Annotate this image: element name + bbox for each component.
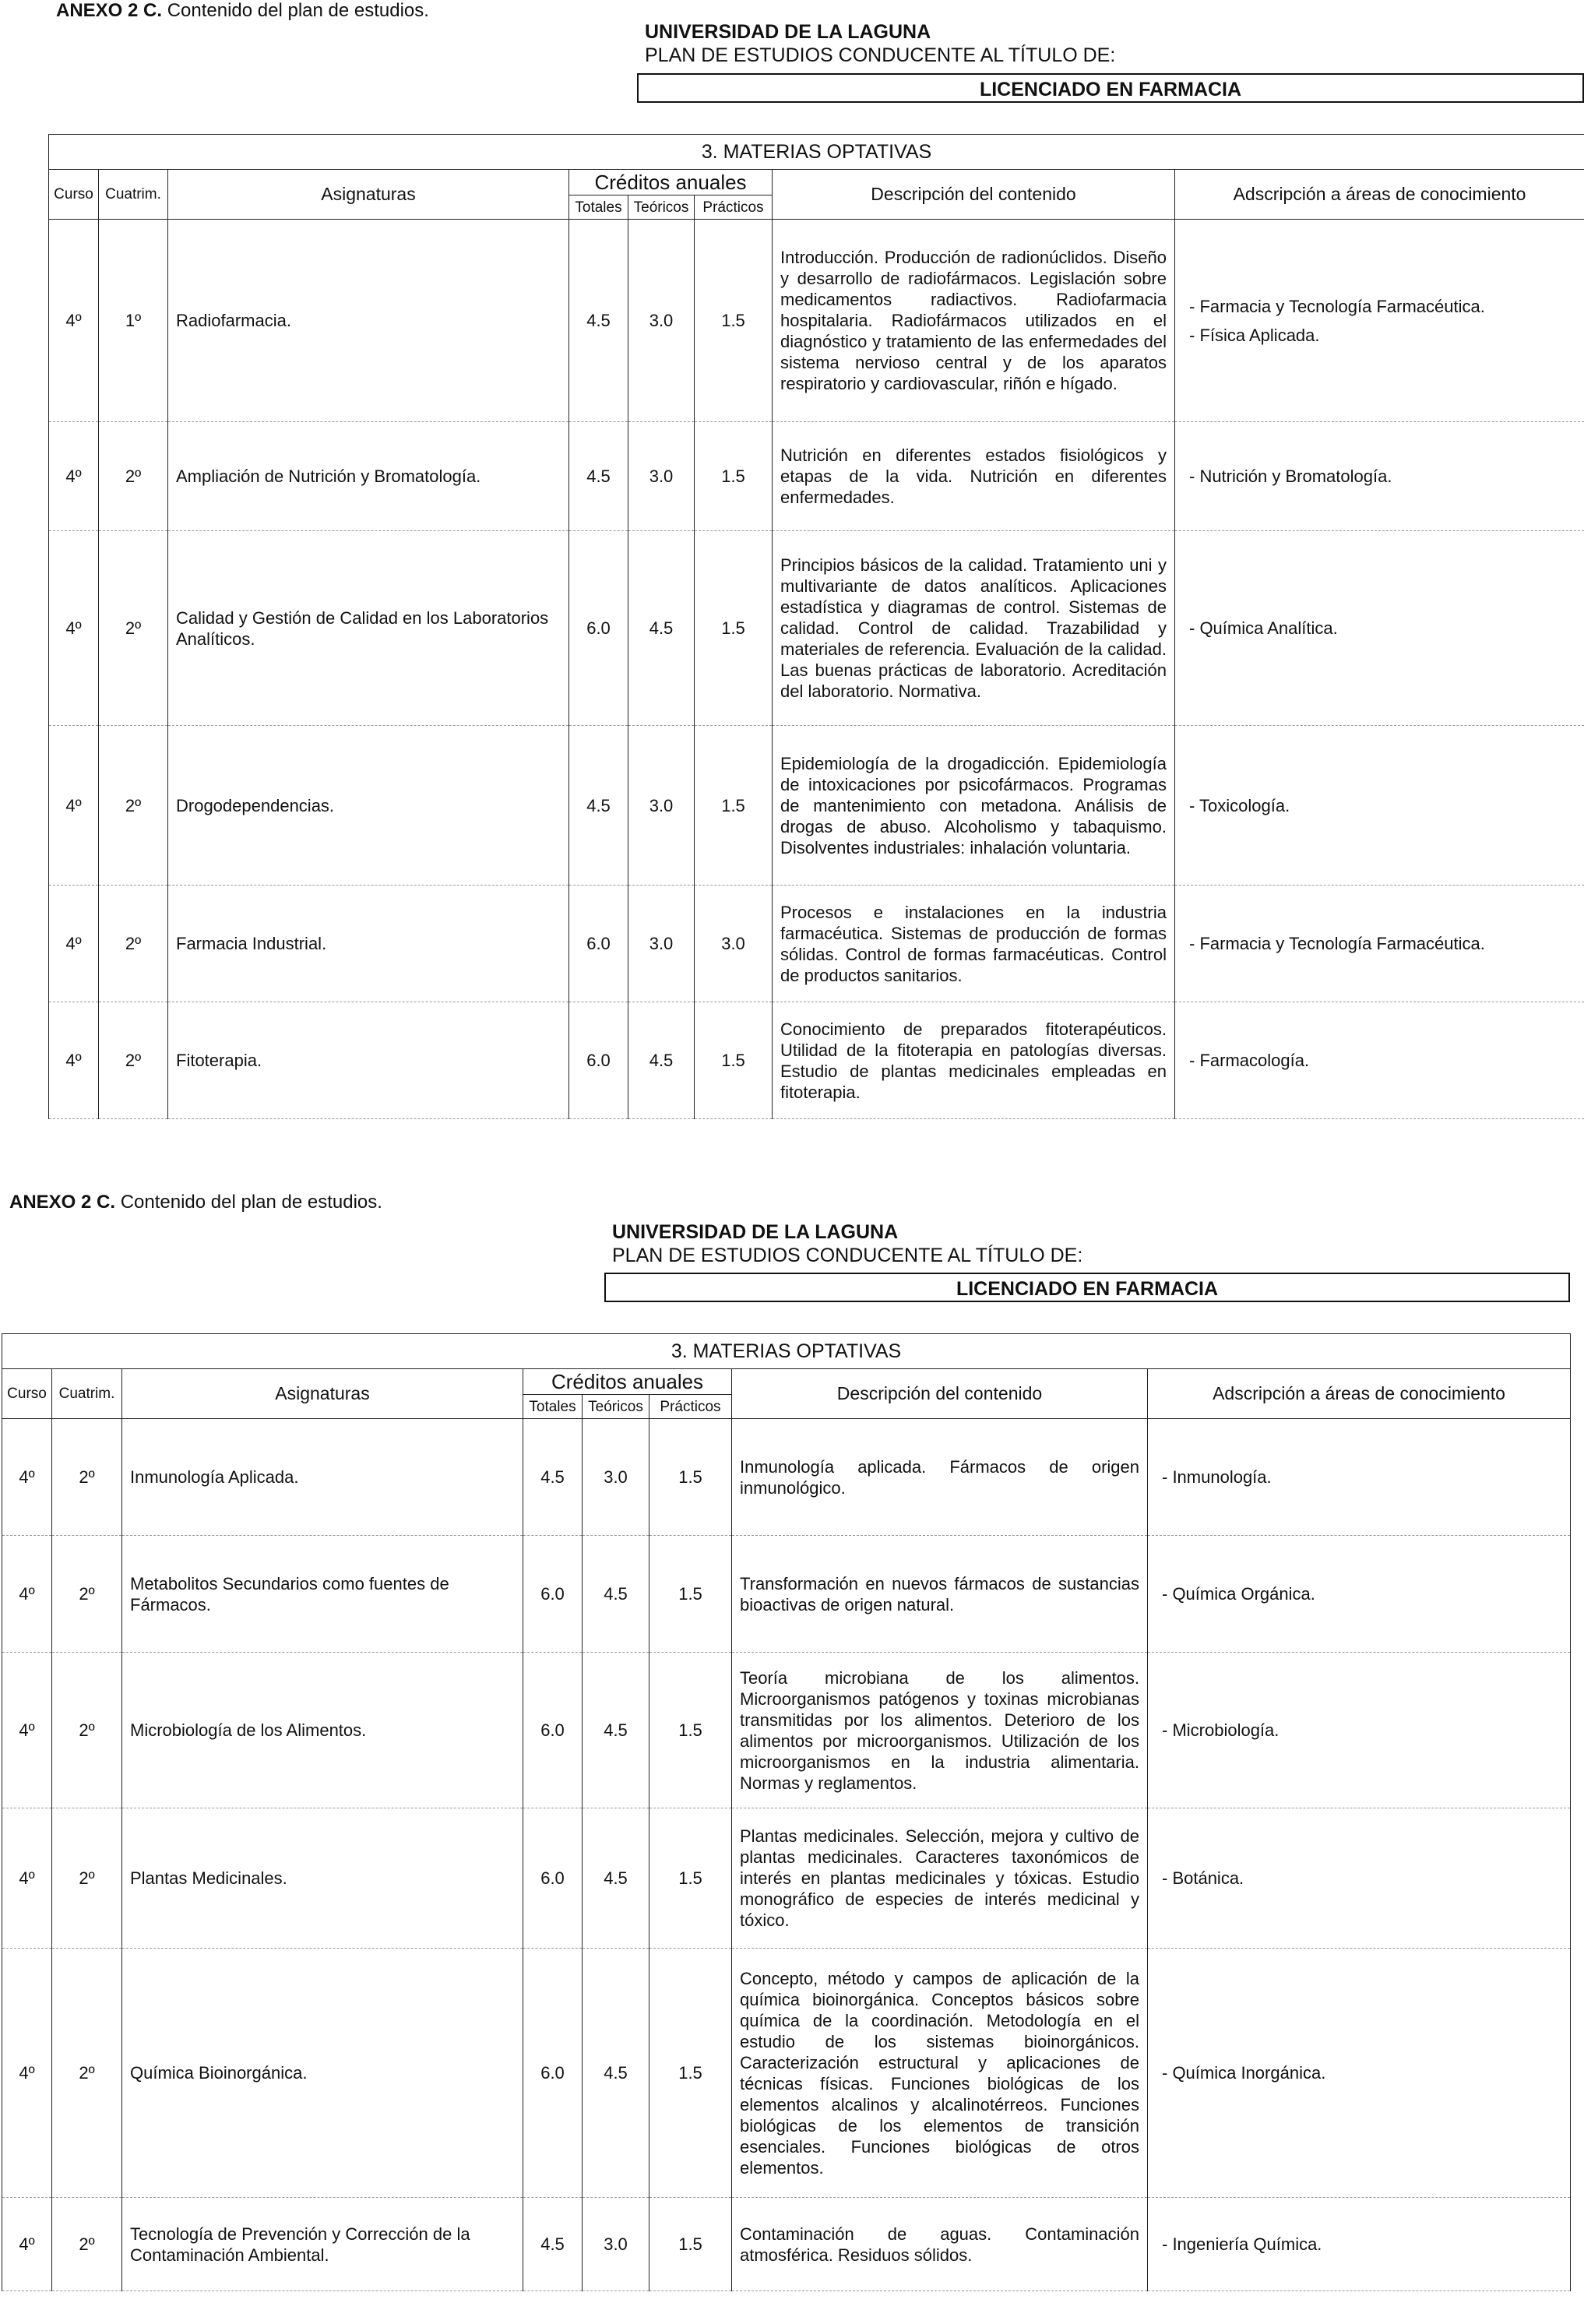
area-item: - Farmacología. [1189,1051,1310,1070]
cell-curso: 4º [49,726,99,886]
table-row [2,1536,1571,1653]
cell-practicos: 1.5 [649,1808,732,1949]
cell-areas [1148,1653,1571,1808]
table-row [49,1002,1584,1119]
cell-descripcion: Procesos e instalaciones en la industria farmacéutica. Sistemas de producción de formas sólidas. Control de formas farmacéuticas. Control de productos sanitarios. [773,886,1175,1002]
area-item: - Química Analítica. [1189,618,1338,638]
area-item: - Inmunología. [1162,1467,1272,1487]
cell-practicos: 1.5 [649,1536,732,1653]
cell-descripcion: Concepto, método y campos de aplicación de la química bioinorgánica. Conceptos básicos sobre química de la coordinación. Metodología en el estudio de los sistemas bioinorgánicos. Caracterización estructural y aplicaciones de técnicas físicas. Funciones biológicas de los elementos alcalinos y alcalinotérreos. Funciones biológicas de los elementos de transición esenciales. Funciones biológicas de otros elementos. [732,1949,1148,2198]
cell-asignatura: Metabolitos Secundarios como fuentes de Fármacos. [122,1536,523,1653]
university-name: UNIVERSIDAD DE LA LAGUNA [645,21,931,43]
cell-practicos: 1.5 [695,220,773,422]
col-practicos: Prácticos [695,195,773,220]
cell-asignatura: Ampliación de Nutrición y Bromatología. [168,422,569,531]
cell-areas [1148,1419,1571,1536]
table-row [49,726,1584,886]
cell-practicos: 1.5 [695,422,773,531]
cell-descripcion: Introducción. Producción de radionúclidos. Diseño y desarrollo de radiofármacos. Legislación sobre medicamentos radiactivos. Radiofarmacia hospitalaria. Radiofármacos utilizados en el diagnóstico y tratamiento de las enfermedades del sistema nervioso central y de los aparatos respiratorio y cardiovascular, riñón e hígado. [773,220,1175,422]
col-adscripcion: Adscripción a áreas de conocimiento [1148,1369,1571,1419]
col-curso: Curso [2,1369,52,1419]
table-row [2,1808,1571,1949]
cell-practicos: 3.0 [695,886,773,1002]
area-item: - Ingeniería Química. [1162,2234,1322,2254]
cell-areas [1175,220,1584,422]
cell-descripcion: Plantas medicinales. Selección, mejora y cultivo de plantas medicinales. Caracteres taxonómicos de interés en plantas medicinales y tóxicas. Estudio monográfico de especies de interés medicinal y tóxico. [732,1808,1148,1949]
cell-cuatrim: 2º [99,726,168,886]
cell-cuatrim: 1º [99,220,168,422]
cell-teoricos: 3.0 [583,1419,649,1536]
cell-areas [1148,1808,1571,1949]
cell-cuatrim: 2º [52,2198,122,2291]
degree-title-box: LICENCIADO EN FARMACIA [604,1273,1570,1302]
cell-practicos: 1.5 [649,2198,732,2291]
cell-areas [1148,1536,1571,1653]
cell-teoricos: 4.5 [583,1536,649,1653]
section-title: 3. MATERIAS OPTATIVAS [49,135,1584,170]
cell-descripcion: Nutrición en diferentes estados fisiológicos y etapas de la vida. Nutrición en diferentes enfermedades. [773,422,1175,531]
area-item: - Química Inorgánica. [1162,2063,1326,2083]
table-body [49,220,1584,1119]
col-practicos: Prácticos [649,1395,732,1419]
cell-areas [1175,422,1584,531]
cell-totales: 4.5 [569,726,628,886]
cell-descripcion: Inmunología aplicada. Fármacos de origen inmunológico. [732,1419,1148,1536]
cell-curso: 4º [49,886,99,1002]
col-curso: Curso [49,170,99,220]
table-body [2,1419,1571,2291]
area-item: - Microbiología. [1162,1720,1280,1740]
cell-cuatrim: 2º [52,1419,122,1536]
cell-totales: 4.5 [569,422,628,531]
cell-practicos: 1.5 [695,1002,773,1119]
cell-curso: 4º [2,1536,52,1653]
cell-descripcion: Conocimiento de preparados fitoterapéuticos. Utilidad de la fitoterapia en patologías diversas. Estudio de plantas medicinales empleadas en fitoterapia. [773,1002,1175,1119]
cell-teoricos: 3.0 [583,2198,649,2291]
cell-cuatrim: 2º [52,1949,122,2198]
cell-cuatrim: 2º [99,886,168,1002]
cell-asignatura: Farmacia Industrial. [168,886,569,1002]
cell-areas [1148,2198,1571,2291]
annex-heading: ANEXO 2 C. Contenido del plan de estudios. [9,1192,382,1213]
cell-curso: 4º [2,2198,52,2291]
table-row [49,422,1584,531]
cell-curso: 4º [49,531,99,726]
cell-totales: 6.0 [523,1808,583,1949]
area-item: - Farmacia y Tecnología Farmacéutica. [1189,934,1485,953]
cell-cuatrim: 2º [52,1808,122,1949]
cell-areas [1148,1949,1571,2198]
cell-totales: 6.0 [523,1949,583,2198]
table-row [2,1653,1571,1808]
cell-descripcion: Principios básicos de la calidad. Tratamiento uni y multivariante de datos analíticos. Aplicaciones estadística y diagramas de control. Sistemas de calidad. Control de calidad. Trazabilidad y materiales de referencia. Evaluación de la calidad. Las buenas prácticas de laboratorio. Acreditación del laboratorio. Normativa. [773,531,1175,726]
cell-curso: 4º [2,1653,52,1808]
cell-totales: 6.0 [523,1653,583,1808]
cell-practicos: 1.5 [695,726,773,886]
cell-totales: 4.5 [523,2198,583,2291]
area-item: - Botánica. [1162,1868,1244,1888]
cell-teoricos: 3.0 [628,220,695,422]
cell-teoricos: 3.0 [628,726,695,886]
optional-subjects-table [48,134,1584,1119]
col-creditos: Créditos anuales [523,1369,732,1395]
cell-totales: 6.0 [523,1536,583,1653]
optional-subjects-table [2,1333,1571,2291]
table-row [49,220,1584,422]
annex-heading: ANEXO 2 C. Contenido del plan de estudios. [56,0,429,21]
section-title: 3. MATERIAS OPTATIVAS [2,1334,1571,1369]
table-row [2,1949,1571,2198]
cell-cuatrim: 2º [99,1002,168,1119]
table-row [2,2198,1571,2291]
col-creditos: Créditos anuales [569,170,773,195]
col-teoricos: Teóricos [628,195,695,220]
cell-curso: 4º [49,220,99,422]
col-teoricos: Teóricos [583,1395,649,1419]
cell-descripcion: Contaminación de aguas. Contaminación atmosférica. Residuos sólidos. [732,2198,1148,2291]
cell-practicos: 1.5 [649,1653,732,1808]
page-section-2 [0,1192,1584,2324]
area-item: - Toxicología. [1189,795,1290,815]
cell-teoricos: 4.5 [583,1949,649,2198]
cell-descripcion: Transformación en nuevos fármacos de sustancias bioactivas de origen natural. [732,1536,1148,1653]
cell-totales: 4.5 [569,220,628,422]
cell-teoricos: 4.5 [628,1002,695,1119]
cell-curso: 4º [49,1002,99,1119]
col-totales: Totales [523,1395,583,1419]
area-item: - Física Aplicada. [1189,325,1320,345]
cell-totales: 6.0 [569,1002,628,1119]
cell-asignatura: Radiofarmacia. [168,220,569,422]
cell-teoricos: 4.5 [628,531,695,726]
cell-asignatura: Calidad y Gestión de Calidad en los Laboratorios Analíticos. [168,531,569,726]
cell-asignatura: Microbiología de los Alimentos. [122,1653,523,1808]
cell-totales: 6.0 [569,531,628,726]
area-item: - Química Orgánica. [1162,1584,1315,1604]
cell-totales: 6.0 [569,886,628,1002]
cell-asignatura: Química Bioinorgánica. [122,1949,523,2198]
university-name: UNIVERSIDAD DE LA LAGUNA [612,1221,899,1243]
cell-teoricos: 3.0 [628,422,695,531]
cell-curso: 4º [49,422,99,531]
plan-line: PLAN DE ESTUDIOS CONDUCENTE AL TÍTULO DE: [612,1245,1083,1266]
cell-areas [1175,1002,1584,1119]
area-item: - Farmacia y Tecnología Farmacéutica. [1189,296,1485,316]
cell-cuatrim: 2º [52,1653,122,1808]
cell-areas [1175,726,1584,886]
cell-descripcion: Teoría microbiana de los alimentos. Microorganismos patógenos y toxinas microbianas transmitidas por los alimentos. Deterioro de los alimentos por microorganismos. Utilización de los microorganismos en la industria alimentaria. Normas y reglamentos. [732,1653,1148,1808]
cell-descripcion: Epidemiología de la drogadicción. Epidemiología de intoxicaciones por psicofármacos. Programas de mantenimiento con metadona. Análisis de drogas de abuso. Alcoholismo y tabaquismo. Disolventes industriales: inhalación voluntaria. [773,726,1175,886]
cell-practicos: 1.5 [649,1949,732,2198]
plan-line: PLAN DE ESTUDIOS CONDUCENTE AL TÍTULO DE: [645,44,1116,66]
col-cuatrim: Cuatrim. [52,1369,122,1419]
cell-cuatrim: 2º [99,531,168,726]
table-row [2,1419,1571,1536]
cell-asignatura: Inmunología Aplicada. [122,1419,523,1536]
cell-curso: 4º [2,1419,52,1536]
cell-cuatrim: 2º [99,422,168,531]
cell-teoricos: 4.5 [583,1808,649,1949]
cell-areas [1175,531,1584,726]
cell-totales: 4.5 [523,1419,583,1536]
cell-cuatrim: 2º [52,1536,122,1653]
cell-practicos: 1.5 [649,1419,732,1536]
area-item: - Nutrición y Bromatología. [1189,467,1392,486]
col-totales: Totales [569,195,628,220]
cell-asignatura: Fitoterapia. [168,1002,569,1119]
table-row [49,531,1584,726]
col-asignaturas: Asignaturas [168,170,569,220]
col-adscripcion: Adscripción a áreas de conocimiento [1175,170,1584,220]
cell-curso: 4º [2,1808,52,1949]
col-asignaturas: Asignaturas [122,1369,523,1419]
cell-teoricos: 3.0 [628,886,695,1002]
cell-asignatura: Tecnología de Prevención y Corrección de la Contaminación Ambiental. [122,2198,523,2291]
cell-curso: 4º [2,1949,52,2198]
col-cuatrim: Cuatrim. [99,170,168,220]
col-descripcion: Descripción del contenido [773,170,1175,220]
col-descripcion: Descripción del contenido [732,1369,1148,1419]
cell-practicos: 1.5 [695,531,773,726]
cell-asignatura: Drogodependencias. [168,726,569,886]
cell-asignatura: Plantas Medicinales. [122,1808,523,1949]
degree-title-box: LICENCIADO EN FARMACIA [637,73,1584,103]
table-row [49,886,1584,1002]
cell-teoricos: 4.5 [583,1653,649,1808]
cell-areas [1175,886,1584,1002]
